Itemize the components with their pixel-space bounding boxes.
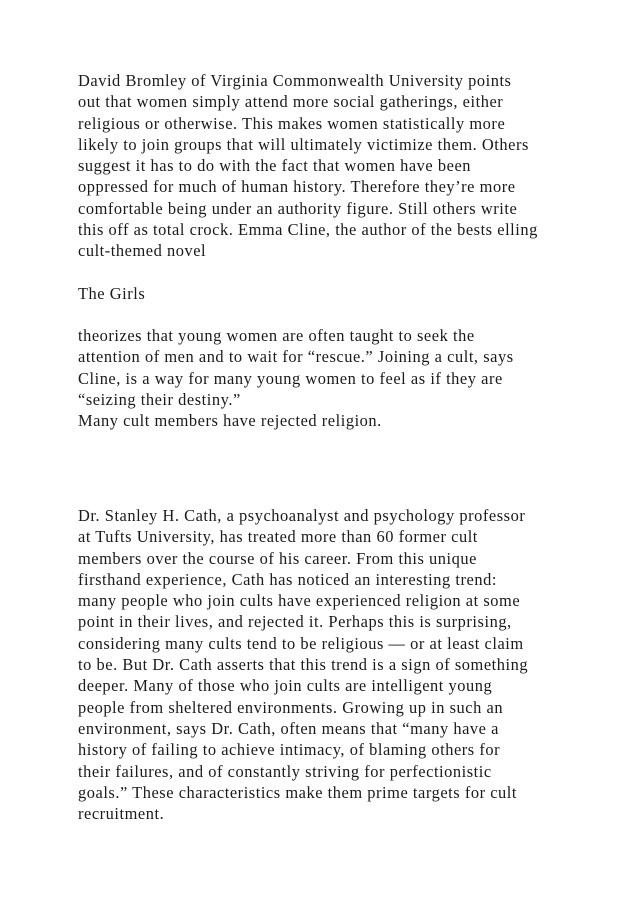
text-line: history of failing to achieve intimacy, of blaming others for — [78, 740, 501, 760]
text-line: point in their lives, and rejected it. Perhaps this is surprising, — [78, 612, 512, 632]
text-line: at Tufts University, has treated more than 60 former cult — [78, 527, 478, 547]
text-line: Dr. Stanley H. Cath, a psychoanalyst and psychology professor — [78, 506, 526, 525]
text-line: oppressed for much of human history. Therefore they’re more — [78, 177, 516, 197]
paragraph-cline — [78, 325, 638, 410]
text-line: attention of men and to wait for “rescue.” Joining a cult, says — [78, 347, 514, 367]
text-line: firsthand experience, Cath has noticed an interesting trend: — [78, 569, 497, 589]
paragraph-bromley — [78, 70, 638, 262]
section-heading-text: Many cult members have rejected religion. — [78, 411, 382, 430]
text-line: this off as total crock. Emma Cline, the author of the bests elling — [78, 220, 538, 240]
text-line: to be. But Dr. Cath asserts that this trend is a sign of something — [78, 655, 529, 675]
text-line: “seizing their destiny.” — [78, 389, 241, 409]
text-line: their failures, and of constantly striving for perfectionistic — [78, 761, 492, 781]
text-line: comfortable being under an authority figure. Still others write — [78, 198, 518, 218]
text-line: deeper. Many of those who join cults are intelligent young — [78, 676, 493, 696]
text-line: David Bromley of Virginia Commonwealth University points — [78, 71, 512, 90]
text-line: recruitment. — [78, 804, 165, 824]
text-line: many people who join cults have experienced religion at some — [78, 591, 521, 611]
text-line: theorizes that young women are often taught to seek the — [78, 326, 475, 345]
text-line: likely to join groups that will ultimately victimize them. Others — [78, 134, 529, 154]
text-line: goals.” These characteristics make them prime targets for cult — [78, 782, 518, 802]
text-line: out that women simply attend more social gatherings, either — [78, 92, 504, 112]
text-line: suggest it has to do with the fact that women have been — [78, 156, 472, 176]
book-title-text: The Girls — [78, 284, 146, 303]
text-line: Cline, is a way for many young women to feel as if they are — [78, 368, 503, 388]
text-line: religious or otherwise. This makes women statistically more — [78, 113, 506, 133]
text-line: members over the course of his career. From this unique — [78, 548, 477, 568]
text-line: environment, says Dr. Cath, often means that “many have a — [78, 718, 499, 738]
text-line: cult-themed novel — [78, 241, 207, 261]
section-heading — [78, 410, 638, 431]
paragraph-cath — [78, 505, 638, 824]
text-line: people from sheltered environments. Growing up in such an — [78, 697, 504, 717]
book-title — [78, 283, 638, 304]
text-line: considering many cults tend to be religious — or at least claim — [78, 633, 524, 653]
